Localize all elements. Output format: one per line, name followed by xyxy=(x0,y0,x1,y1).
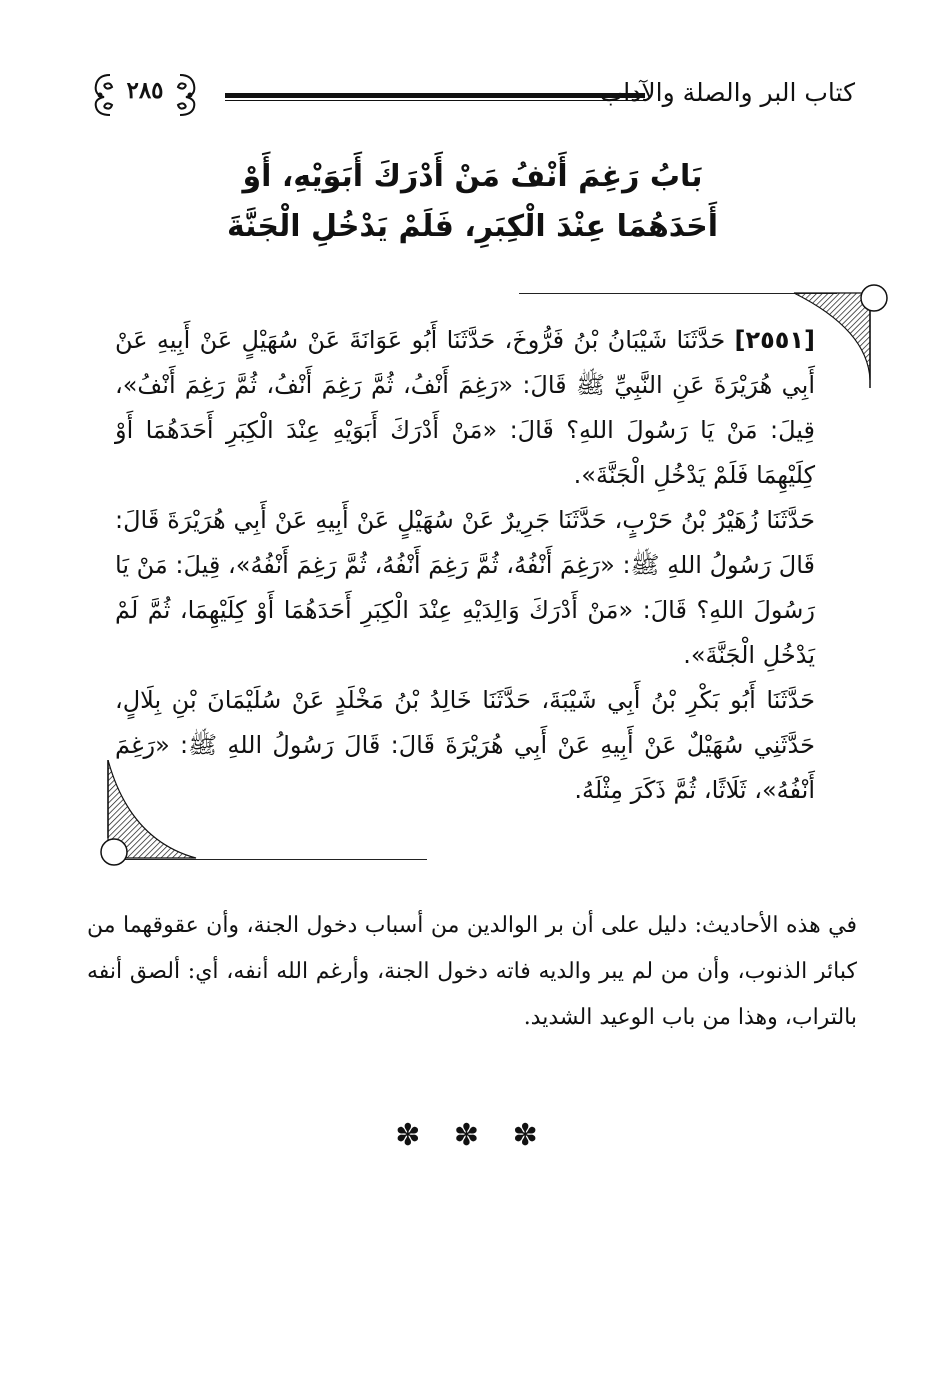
hadith-paragraph-3: حَدَّثَنَا أَبُو بَكْرِ بْنُ أَبِي شَيْبَةَ، حَدَّثَنَا خَالِدُ بْنُ مَخْلَدٍ عَنْ سُلَيْمَانَ بْنِ بِلَالٍ، حَدَّثَنِي سُهَيْلٌ عَنْ أَبِيهِ عَنْ أَبِي هُرَيْرَةَ قَالَ: قَالَ رَسُولُ اللهِ ﷺ: «رَغِمَ أَنْفُهُ»، ثَلَاثًا، ثُمَّ ذَكَرَ مِثْلَهُ. xyxy=(115,686,815,804)
chapter-heading-line-2: أَحَدَهُمَا عِنْدَ الْكِبَرِ، فَلَمْ يَدْخُلِ الْجَنَّةَ xyxy=(226,209,718,244)
commentary xyxy=(87,903,857,1041)
page-number-frame xyxy=(90,67,200,123)
chapter-heading-line-1: بَابُ رَغِمَ أَنْفُ مَنْ أَدْرَكَ أَبَوَيْهِ، أَوْ xyxy=(242,159,703,194)
page-number: ٢٨٥ xyxy=(126,77,164,104)
hadith-number: [٢٥٥١] xyxy=(734,326,815,354)
commentary-text: في هذه الأحاديث: دليل على أن بر الوالدين من أسباب دخول الجنة، وأن عقوقهما من كبائر الذنوب، وأن من لم يبر والديه فاته دخول الجنة، وأرغم الله أنفه، أي: ألصق أنفه بالتراب، وهذا من باب الوعيد الشديد. xyxy=(87,913,857,1030)
running-title: كتاب البر والصلة والآداب xyxy=(599,78,855,107)
hadith-paragraph-1: حَدَّثَنَا شَيْبَانُ بْنُ فَرُّوخَ، حَدَّثَنَا أَبُو عَوَانَةَ عَنْ سُهَيْلٍ عَنْ أَبِيهِ عَنْ أَبِي هُرَيْرَةَ عَنِ النَّبِيِّ ﷺ قَالَ: «رَغِمَ أَنْفُ، ثُمَّ رَغِمَ أَنْفُ، ثُمَّ رَغِمَ أَنْفُ»، قِيلَ: مَنْ يَا رَسُولَ اللهِ؟ قَالَ: «مَنْ أَدْرَكَ أَبَوَيْهِ عِنْدَ الْكِبَرِ أَحَدَهُمَا أَوْ كِلَيْهِمَا فَلَمْ يَدْخُلِ الْجَنَّةَ». xyxy=(115,326,815,489)
hadith-paragraph-2: حَدَّثَنَا زُهَيْرُ بْنُ حَرْبٍ، حَدَّثَنَا جَرِيرٌ عَنْ سُهَيْلٍ عَنْ أَبِيهِ عَنْ أَبِي هُرَيْرَةَ قَالَ: قَالَ رَسُولُ اللهِ ﷺ: «رَغِمَ أَنْفُهُ، ثُمَّ رَغِمَ أَنْفُهُ، ثُمَّ رَغِمَ أَنْفُهُ»، قِيلَ: مَنْ يَا رَسُولَ اللهِ؟ قَالَ: «مَنْ أَدْرَكَ وَالِدَيْهِ عِنْدَ الْكِبَرِ أَحَدَهُمَا أَوْ كِلَيْهِمَا، ثُمَّ لَمْ يَدْخُلِ الْجَنَّةَ». xyxy=(115,506,815,669)
hadith-paragraph xyxy=(115,318,815,498)
header-rule xyxy=(225,93,645,101)
hadith-text xyxy=(115,318,815,813)
end-ornament: ✽ ✽ ✽ xyxy=(395,1118,550,1153)
chapter-heading xyxy=(120,152,825,252)
